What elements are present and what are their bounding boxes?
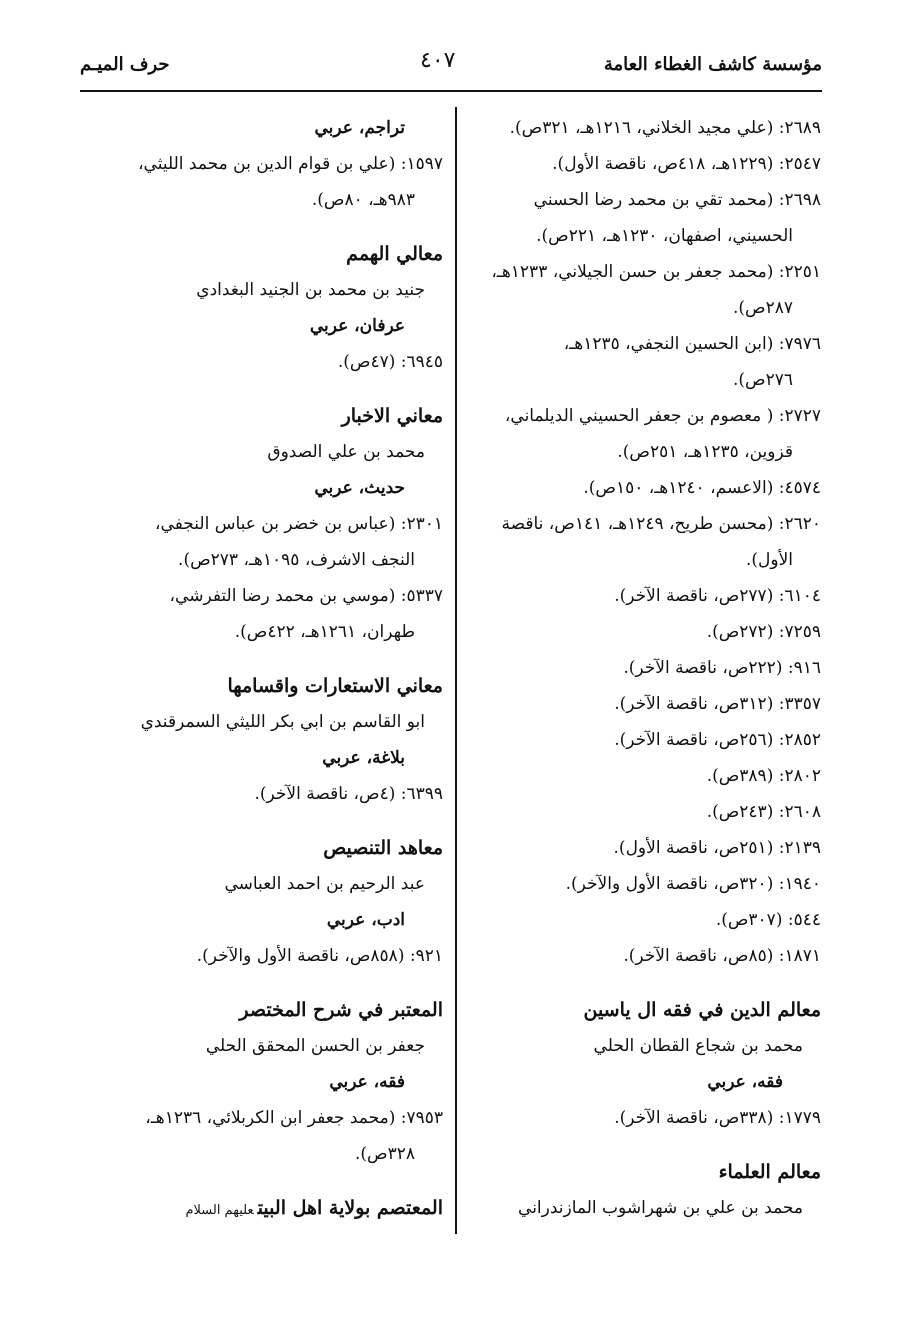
entry [471,902,821,938]
entry [471,398,821,470]
book-block [91,668,443,812]
entry [471,326,821,398]
entry [471,182,821,254]
entry-line: ١٩٤٠: (٣٢٠ص، ناقصة الأول والآخر). [565,874,821,894]
book-block [471,1154,821,1226]
entry-list [471,110,821,974]
book-subject: حديث، عربي [314,478,405,498]
entry-line: ٩٢١: (٨٥٨ص، ناقصة الأول والآخر). [196,946,443,966]
entry-line: ٢٧٢٧: ( معصوم بن جعفر الحسيني الديلماني، [504,406,821,426]
book-title: معالم العلماء [718,1161,821,1183]
entry [471,110,821,146]
entry [471,866,821,902]
entry-line: ٢١٣٩: (٢٥١ص، ناقصة الأول). [613,838,821,858]
book-block [91,398,443,650]
book-author: جنيد بن محمد بن الجنيد البغدادي [196,280,425,300]
book-subject: فقه، عربي [329,1072,405,1092]
book-block-continued [91,110,443,218]
entry [471,470,821,506]
entry [471,650,821,686]
book-title: معالم الدين في فقه ال ياسين [583,999,821,1021]
entry [471,506,821,578]
entry-line: ١٨٧١: (٨٥ص، ناقصة الآخر). [623,946,821,966]
book-author: محمد بن علي بن شهراشوب المازندراني [518,1198,803,1218]
honorific-glyph: عليهم السلام [185,1203,254,1218]
entry [471,614,821,650]
entry-line-continued: الحسيني، اصفهان، ١٢٣٠هـ، ٢٢١ص). [536,226,793,246]
entry-line: ٧٩٥٣: (محمد جعفر ابن الكربلائي، ١٢٣٦هـ، [145,1108,443,1128]
entry-line-continued: الأول). [745,550,793,570]
entry [471,578,821,614]
entry-line-continued: طهران، ١٢٦١هـ، ٤٢٢ص). [234,622,415,642]
entry-line: ٧٩٧٦: (ابن الحسين النجفي، ١٢٣٥هـ، [563,334,821,354]
book-subject: تراجم، عربي [314,118,405,138]
book-author: جعفر بن الحسن المحقق الحلي [205,1036,425,1056]
entry-line-continued: ٩٨٣هـ، ٨٠ص). [311,190,415,210]
book-block [91,992,443,1172]
book-block [471,992,821,1136]
entry-line: ٢٦٠٨: (٢٤٣ص). [706,802,821,822]
entry-line: ٥٣٣٧: (موسي بن محمد رضا التفرشي، [169,586,443,606]
book-subject: بلاغة، عربي [322,748,405,768]
book-block [91,830,443,974]
entry-line-continued: ٢٧٦ص). [733,370,793,390]
entry-line: ٦٩٤٥: (٤٧ص). [337,352,443,372]
entry-line: ٧٢٥٩: (٢٧٢ص). [706,622,821,642]
entry [471,146,821,182]
entry-line: ٩١٦: (٢٢٢ص، ناقصة الآخر). [623,658,821,678]
entry-line: ٢٦٩٨: (محمد تقي بن محمد رضا الحسني [533,190,821,210]
book-block [91,1190,443,1229]
entry [471,686,821,722]
book-author: ابو القاسم بن ابي بكر الليثي السمرقندي [140,712,425,732]
book-title: معاني الاستعارات واقسامها [227,675,443,697]
book-subject: عرفان، عربي [309,316,405,336]
entry-line-continued: ٣٢٨ص). [355,1144,415,1164]
entry-line: ٢٨٠٢: (٣٨٩ص). [706,766,821,786]
entry-line: ٥٤٤: (٣٠٧ص). [715,910,821,930]
book-block [91,236,443,380]
section-title: حرف الميـم [80,54,170,75]
entry-line: ٢٣٠١: (عباس بن خضر بن عباس النجفي، [155,514,443,534]
entry [471,758,821,794]
book-author: محمد بن شجاع القطان الحلي [593,1036,803,1056]
entry [471,254,821,326]
entry-line: ١٥٩٧: (علي بن قوام الدين بن محمد الليثي، [138,154,443,174]
entry-line: ٢٥٤٧: (١٢٢٩هـ، ٤١٨ص، ناقصة الأول). [552,154,821,174]
left-column [91,110,443,1247]
entry-line-continued: النجف الاشرف، ١٠٩٥هـ، ٢٧٣ص). [178,550,415,570]
page-header [80,44,822,92]
entry-line-continued: ٢٨٧ص). [733,298,793,318]
entry-line: ٢٦٨٩: (علي مجيد الخلاني، ١٢١٦هـ، ٣٢١ص). [509,118,821,138]
book-title [91,1190,443,1229]
book-subject: ادب، عربي [326,910,405,930]
entry [471,722,821,758]
book-title: المعتبر في شرح المختصر [239,999,443,1021]
entry-line: ٢٦٢٠: (محسن طريح، ١٢٤٩هـ، ١٤١ص، ناقصة [501,514,821,534]
column-divider [455,107,457,1234]
right-column [471,110,821,1244]
entry-line: ٦١٠٤: (٢٧٧ص، ناقصة الآخر). [614,586,821,606]
page-number: ٤٠٧ [420,48,456,73]
entry-line-continued: قزوين، ١٢٣٥هـ، ٢٥١ص). [617,442,793,462]
publisher-title: مؤسسة كاشف الغطاء العامة [603,54,822,75]
book-title: معاني الاخبار [341,405,443,427]
entry-line: ١٧٧٩: (٣٣٨ص، ناقصة الآخر). [614,1108,821,1128]
entry-line: ٤٥٧٤: (الاعسم، ١٢٤٠هـ، ١٥٠ص). [583,478,821,498]
book-title: معاهد التنصيص [323,837,443,859]
book-title-text: المعتصم بولاية اهل البيت [257,1197,443,1219]
entry-line: ٢٢٥١: (محمد جعفر بن حسن الجيلاني، ١٢٣٣هـ، [491,262,821,282]
book-title: معالي الهمم [346,243,443,265]
book-author: عبد الرحيم بن احمد العباسي [224,874,425,894]
book-author: محمد بن علي الصدوق [267,442,425,462]
entry [471,794,821,830]
entry-line: ٦٣٩٩: (٤ص، ناقصة الآخر). [254,784,443,804]
entry-line: ٢٨٥٢: (٢٥٦ص، ناقصة الآخر). [614,730,821,750]
entry [471,830,821,866]
book-subject: فقه، عربي [707,1072,783,1092]
entry [471,938,821,974]
entry-line: ٣٣٥٧: (٣١٢ص، ناقصة الآخر). [614,694,821,714]
